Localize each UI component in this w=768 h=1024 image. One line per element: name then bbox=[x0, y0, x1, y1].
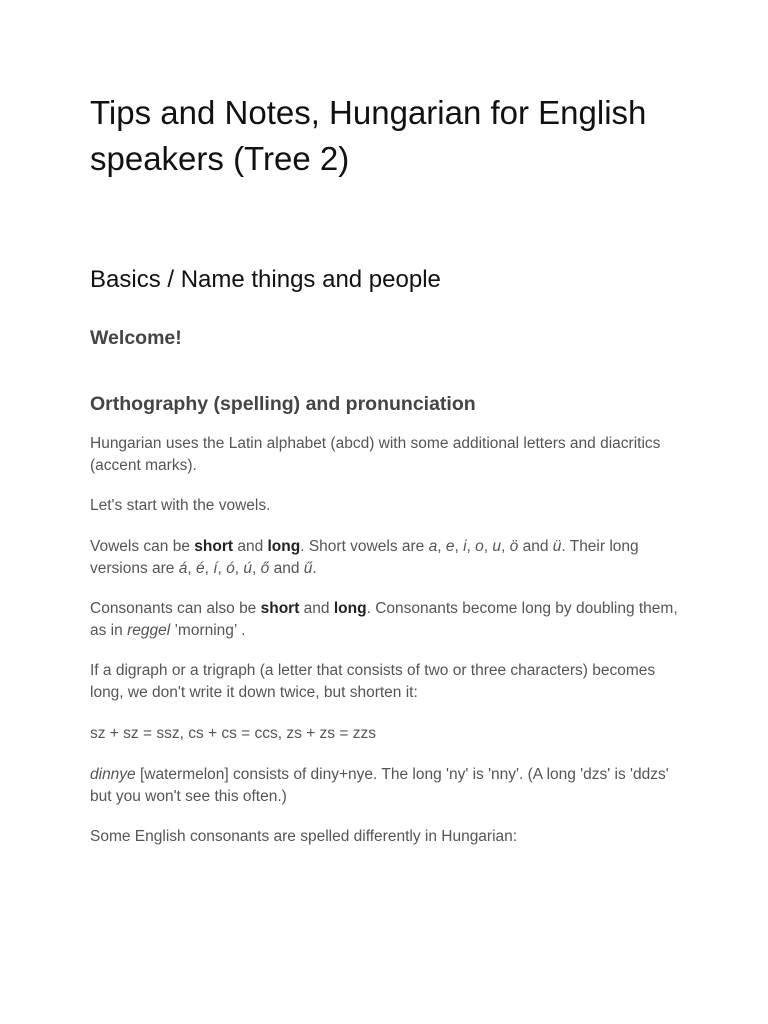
text-run: , bbox=[187, 560, 196, 577]
vowel-o-umlaut: ö bbox=[509, 538, 519, 555]
text-run: Vowels can be bbox=[90, 538, 195, 555]
vowel-o: o bbox=[475, 538, 484, 555]
text-run: and bbox=[299, 600, 334, 617]
text-run: , bbox=[483, 538, 493, 555]
paragraph-alphabet: Hungarian uses the Latin alphabet (abcd) with some additional letters and diacritics (accent marks). bbox=[90, 435, 661, 474]
example-word-dinnye: dinnye bbox=[90, 766, 136, 783]
paragraph-vowels bbox=[90, 536, 680, 580]
text-run: , bbox=[217, 560, 227, 577]
text-run: , bbox=[454, 538, 464, 555]
text-run: ’morning’ . bbox=[170, 622, 246, 639]
bold-term-long: long bbox=[333, 600, 367, 617]
vowel-o-double-acute: ő bbox=[260, 560, 270, 577]
text-run: , bbox=[501, 538, 510, 555]
bold-term-long: long bbox=[267, 538, 301, 555]
paragraph-digraph-examples: sz + sz = ssz, cs + cs = ccs, zs + zs = zzs bbox=[90, 725, 376, 742]
text-run: Consonants can also be bbox=[90, 600, 261, 617]
text-run: , bbox=[437, 538, 446, 555]
vowel-i-long: í bbox=[213, 560, 218, 577]
vowel-u-double-acute: ű bbox=[303, 560, 313, 577]
text-run: , bbox=[204, 560, 214, 577]
text-run: and bbox=[518, 538, 553, 555]
text-run: and bbox=[269, 560, 304, 577]
text-run: [watermelon] consists of diny+nye. The long 'ny' is 'nny'. (A long 'dzs' is 'ddzs' but you won't see this often.) bbox=[90, 766, 669, 805]
vowel-e: e bbox=[445, 538, 455, 555]
vowel-u-umlaut: ü bbox=[552, 538, 562, 555]
text-run: . bbox=[312, 560, 317, 577]
text-run: . Their long versions are bbox=[90, 538, 639, 577]
section-heading: Basics / Name things and people bbox=[90, 266, 441, 293]
vowel-e-long: é bbox=[195, 560, 205, 577]
text-run: , bbox=[252, 560, 261, 577]
bold-term-short: short bbox=[194, 538, 234, 555]
welcome-heading: Welcome! bbox=[90, 327, 182, 349]
text-run: . Short vowels are bbox=[300, 538, 429, 555]
paragraph-digraphs: If a digraph or a trigraph (a letter that consists of two or three characters) becomes long, we don't write it down twice, but shorten it: bbox=[90, 662, 656, 701]
bold-term-short: short bbox=[260, 600, 300, 617]
text-run: and bbox=[233, 538, 268, 555]
orthography-heading: Orthography (spelling) and pronunciation bbox=[90, 393, 476, 415]
text-run: , bbox=[234, 560, 244, 577]
text-run: . Consonants become long by doubling them, as in bbox=[90, 600, 678, 639]
vowel-u-long: ú bbox=[243, 560, 253, 577]
vowel-a: a bbox=[428, 538, 438, 555]
vowel-a-long: á bbox=[178, 560, 188, 577]
vowel-o-long: ó bbox=[226, 560, 235, 577]
page-title: Tips and Notes, Hungarian for English speakers (Tree 2) bbox=[90, 94, 647, 177]
paragraph-dinnye bbox=[90, 764, 680, 808]
paragraph-consonants bbox=[90, 598, 680, 642]
example-word-reggel: reggel bbox=[127, 622, 171, 639]
vowel-u: u bbox=[492, 538, 502, 555]
vowel-i: i bbox=[463, 538, 467, 555]
text-run: , bbox=[466, 538, 476, 555]
paragraph-consonant-spelling: Some English consonants are spelled differently in Hungarian: bbox=[90, 828, 518, 845]
paragraph-vowels-intro: Let's start with the vowels. bbox=[90, 497, 271, 514]
